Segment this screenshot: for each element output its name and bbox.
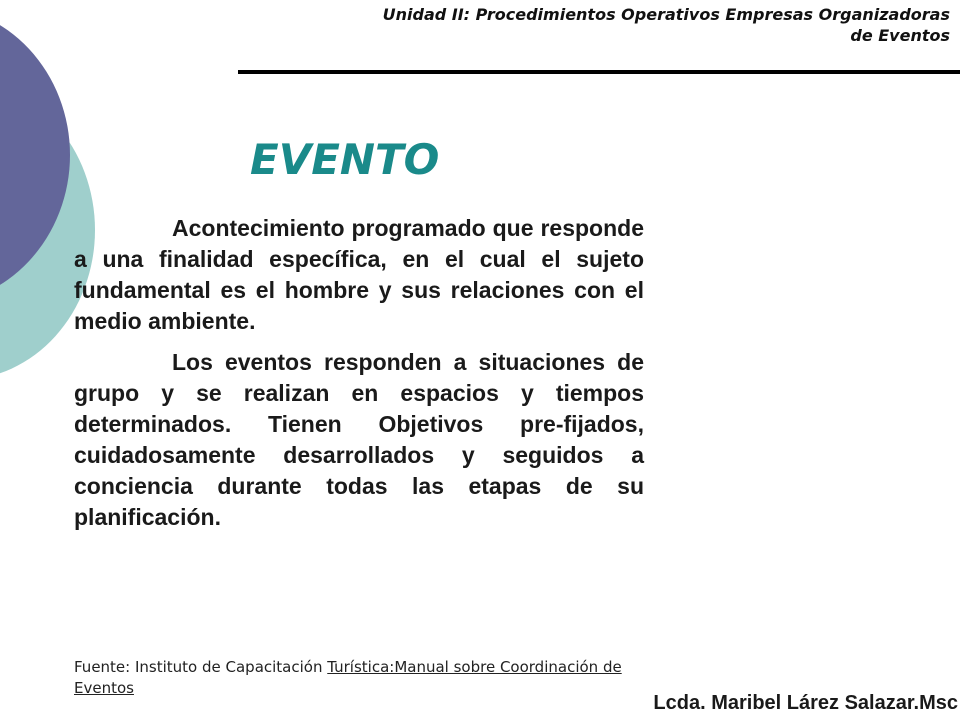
source-prefix: Fuente: Instituto de Capacitación [74, 658, 328, 676]
page-title: EVENTO [250, 135, 440, 184]
body-text [74, 213, 644, 543]
unit-title-line1: Unidad II: Procedimientos Operativos Empresas Organizadoras [382, 5, 950, 24]
source-citation [74, 657, 634, 699]
header-divider [238, 70, 960, 74]
unit-header [250, 4, 950, 46]
source-link[interactable]: Turística:Manual sobre Coordinación de Eventos [74, 658, 622, 697]
author-name: Lcda. Maribel Lárez Salazar.Msc [653, 692, 958, 714]
definition-paragraph: Acontecimiento programado que responde a una finalidad específica, en el cual el sujeto fundamental es el hombre y sus relaciones con el medio ambiente. [74, 215, 644, 334]
events-paragraph: Los eventos responden a situaciones de grupo y se realizan en espacios y tiempos determinados. Tienen Objetivos pre-fijados, cuidadosamente desarrollados y seguidos a conciencia durante todas las etapas de su planificación. [74, 349, 644, 530]
unit-title-line2: de Eventos [850, 26, 950, 45]
